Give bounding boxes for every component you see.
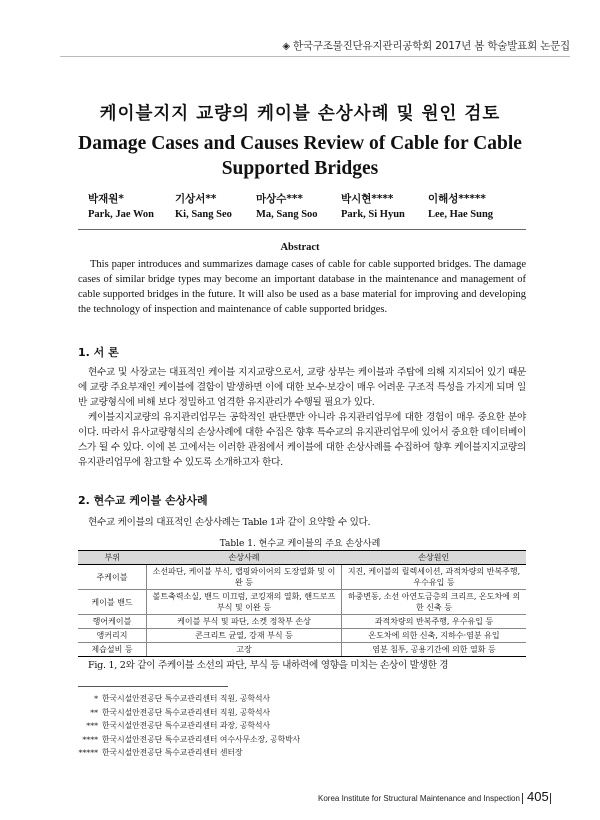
footer-institute: Korea Institute for Structural Maintenance and Inspection <box>318 794 520 803</box>
footnote-text: 한국시설안전공단 특수교관리센터 직원, 공학석사 <box>102 694 271 703</box>
conference-name: 한국구조물진단유지관리공학회 2017년 봄 학술발표회 논문집 <box>292 40 570 52</box>
author <box>88 192 154 222</box>
author-name-en: Park, Si Hyun <box>341 209 405 220</box>
paragraph: 케이블지지교량의 유지관리업무는 공학적인 판단뿐만 아니라 유지관리업무에 대한 경험이 매우 중요한 분야이다. 따라서 유사교량형식의 손상사례에 대한 수집은 향후 특수교의 유지관리업무에 있어서 중요한 데이터베이스가 될 수 있다. 이에 본 고에서는 이러한 관점에서 케이블에 대한 손상사례를 수집하여 향후 케이블지지교량의 유지관리업무에 참고할 수 있도록 소개하고자 한다. <box>78 412 526 468</box>
author-name-ko: 박시현**** <box>341 193 394 205</box>
author-name-en: Lee, Hae Sung <box>428 209 494 220</box>
section-body-damage-cases <box>78 515 526 530</box>
title-english: Damage Cases and Causes Review of Cable for Cable Supported Bridges <box>78 133 522 179</box>
footnote-text: 한국시설안전공단 특수교관리센터 센터장 <box>102 748 243 757</box>
footnote-mark: * <box>94 694 98 703</box>
footnote <box>78 692 378 706</box>
paragraph: 현수교 및 사장교는 대표적인 케이블 지지교량으로서, 교량 상부는 케이블과 주탑에 의해 지지되어 있기 때문에 교량 주요부재인 케이블에 결함이 발생하면 이에 대한 보수·보강이 매우 어려운 구조적 특성을 가지게 되며 일반 교량형식에 비해 보다 정밀하고 엄격한 유지관리가 수행될 필요가 있다. <box>78 367 526 408</box>
footnote-mark: ** <box>90 707 98 717</box>
table-row <box>78 590 526 615</box>
section-heading-damage-cases: 2. 현수교 케이블 손상사례 <box>78 494 208 507</box>
table-row <box>78 565 526 590</box>
footnote-text: 한국시설안전공단 특수교관리센터 여수사무소장, 공학박사 <box>102 734 301 744</box>
table-cell: 볼트축력소실, 밴드 미끄럼, 코킹재의 열화, 핸드로프 부식 및 이완 등 <box>147 590 342 615</box>
conference-header <box>282 38 570 53</box>
table-cell: 콘크리트 균열, 강재 부식 등 <box>147 629 342 643</box>
column-header: 손상원인 <box>342 551 527 565</box>
header-rule <box>60 56 570 57</box>
author-name-ko: 이해성***** <box>428 193 486 205</box>
table-cell: 제습설비 등 <box>78 643 147 657</box>
section-heading-introduction: 1. 서 론 <box>78 346 119 359</box>
column-header: 손상사례 <box>147 551 342 565</box>
table-cell: 고장 <box>147 643 342 657</box>
table-cell: 염분 침투, 공용기간에 의한 열화 등 <box>342 643 527 657</box>
table-row <box>78 615 526 629</box>
footnote-rule <box>78 686 228 687</box>
column-header: 부위 <box>78 551 147 565</box>
damage-cases-table <box>78 550 526 657</box>
paragraph: Fig. 1, 2와 같이 주케이블 소선의 파단, 부식 등 내하력에 영향을 미치는 손상이 발생한 경 <box>88 660 449 671</box>
diamond-icon: ◈ <box>282 41 290 52</box>
footnote <box>78 733 378 747</box>
author-name-en: Ma, Sang Soo <box>256 209 318 220</box>
footer-divider <box>550 793 551 804</box>
title-korean: 케이블지지 교량의 케이블 손상사례 및 원인 검토 <box>99 104 501 124</box>
footnote <box>78 706 378 720</box>
table-cell: 케이블 부식 및 파단, 소켓 정착부 손상 <box>147 615 342 629</box>
author-name-en: Ki, Sang Seo <box>175 209 232 220</box>
footnotes <box>78 692 378 760</box>
table-cell: 행어케이블 <box>78 615 147 629</box>
footnote-text: 한국시설안전공단 특수교관리센터 직원, 공학석사 <box>102 707 271 717</box>
table-row <box>78 643 526 657</box>
page-number: 405 <box>527 789 549 804</box>
footer-divider <box>522 793 523 804</box>
footnote-mark: **** <box>82 734 98 744</box>
section-body-continued <box>78 658 526 673</box>
table-cell: 케이블 밴드 <box>78 590 147 615</box>
divider <box>78 229 526 230</box>
table-cell: 소선파단, 케이블 부식, 랩핑와이어의 도장열화 및 이완 등 <box>147 565 342 590</box>
table-cell: 온도차에 의한 신축, 지하수·염분 유입 <box>342 629 527 643</box>
author-name-en: Park, Jae Won <box>88 209 155 220</box>
table-cell: 하중변동, 소선 아연도금층의 크리프, 온도차에 의한 신축 등 <box>342 590 527 615</box>
author <box>175 192 232 222</box>
author-name-ko: 마상수*** <box>256 193 303 205</box>
table-cell: 주케이블 <box>78 565 147 590</box>
table-cell: 과적차량의 반복주행, 우수유입 등 <box>342 615 527 629</box>
abstract-text: This paper introduces and summarizes damage cases of cable for cable supported bridges. The damage cases of similar bridge types may become an important database in the maintenance and management of cable supported bridges in the future. It will also be used as a base material for improving and developing the technology of inspection and maintenance of cable supported bridges. <box>78 259 526 315</box>
author <box>256 192 318 222</box>
footnote-mark: ***** <box>78 748 98 757</box>
paragraph: 현수교 케이블의 대표적인 손상사례는 Table 1과 같이 요약할 수 있다. <box>88 517 371 528</box>
footnote-text: 한국시설안전공단 특수교관리센터 과장, 공학석사 <box>102 721 271 730</box>
table-row <box>78 629 526 643</box>
author <box>428 192 493 222</box>
author-name-ko: 기상서** <box>175 193 217 205</box>
footnote <box>78 746 378 760</box>
section-body-introduction <box>78 365 526 470</box>
footnote-mark: *** <box>86 721 98 730</box>
table-cell: 앵커리지 <box>78 629 147 643</box>
footnote <box>78 719 378 733</box>
table-header-row <box>78 551 526 565</box>
author-list <box>88 192 548 224</box>
abstract-heading: Abstract <box>280 242 320 253</box>
table-caption: Table 1. 현수교 케이블의 주요 손상사례 <box>219 539 381 549</box>
table-cell: 지진, 케이블의 릴렉세이션, 과적차량의 반복주행, 우수유입 등 <box>342 565 527 590</box>
author <box>341 192 405 222</box>
author-name-ko: 박재원* <box>88 193 124 205</box>
